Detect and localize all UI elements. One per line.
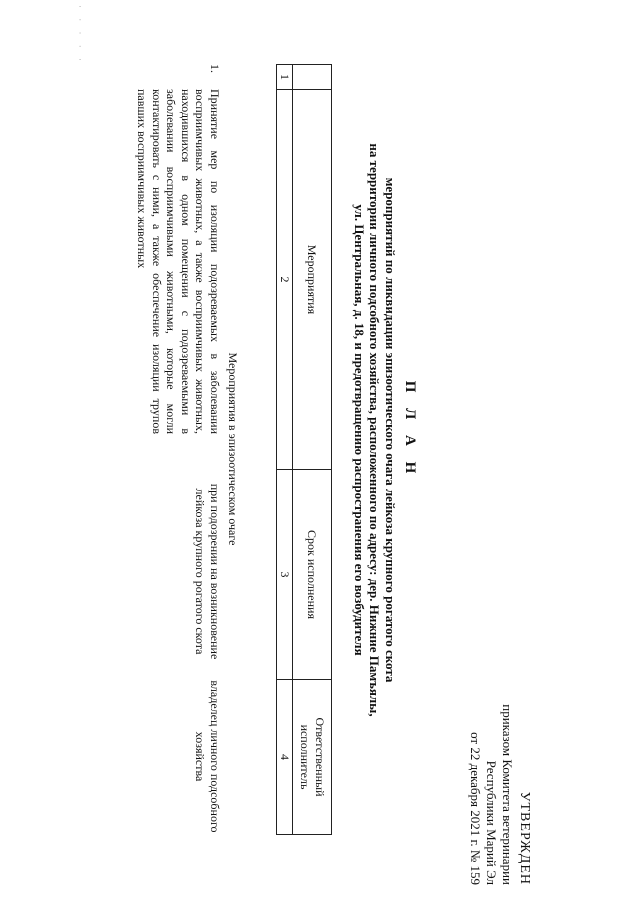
approval-line: Республики Марий Эл [484, 760, 499, 885]
subtitle-line: мероприятий по ликвидации эпизоотического очага лейкоза крупного рогатого скота [383, 177, 398, 683]
row-responsible: владелец личного подсобного хозяйства [193, 680, 222, 833]
row-action: Принятие мер по изоляции подозреваемых в заболевании восприимчивых животных, а также восприимчивых животных, находившихся в одном помещении с подозреваемыми в заболевании восприимчивыми животными, которые могли контактировать с ними, а также обеспечение изоляции трупов павших восприимчивых животных [135, 89, 222, 434]
approval-stamp [467, 685, 532, 885]
row-number: 1. [208, 64, 222, 73]
approval-title: УТВЕРЖДЕН [517, 791, 532, 885]
row-term: при подозрении на возникновение лейкоза крупного рогатого скота [193, 483, 222, 660]
column-number: 4 [277, 680, 293, 835]
approval-line: от 22 декабря 2021 г. № 159 [468, 732, 483, 885]
document-subtitle [352, 40, 399, 820]
subtitle-line: на территории личного подсобного хозяйства, расположенного по адресу: дер. Нижние Памъялы, [367, 143, 383, 717]
document-title: П Л А Н [402, 380, 418, 480]
header-cell-action: Мероприятия [293, 90, 332, 470]
column-number-row [277, 65, 293, 835]
header-cell-number [293, 65, 332, 90]
approval-line: приказом Комитета ветеринарии [500, 704, 515, 885]
column-number: 2 [277, 90, 293, 470]
header-cell-term: Срок исполнения [293, 470, 332, 680]
scan-artifact-marks: · · · · · [75, 5, 85, 65]
table-header-row [293, 65, 332, 835]
column-number: 3 [277, 470, 293, 680]
subtitle-line: ул. Центральная, д. 18, и предотвращению распространения его возбудителя [352, 204, 367, 656]
section-heading: Мероприятия в эпизоотическом очаге [226, 352, 240, 546]
header-cell-responsible: Ответственный исполнитель [293, 680, 332, 835]
plan-table [276, 64, 332, 835]
column-number: 1 [277, 65, 293, 90]
